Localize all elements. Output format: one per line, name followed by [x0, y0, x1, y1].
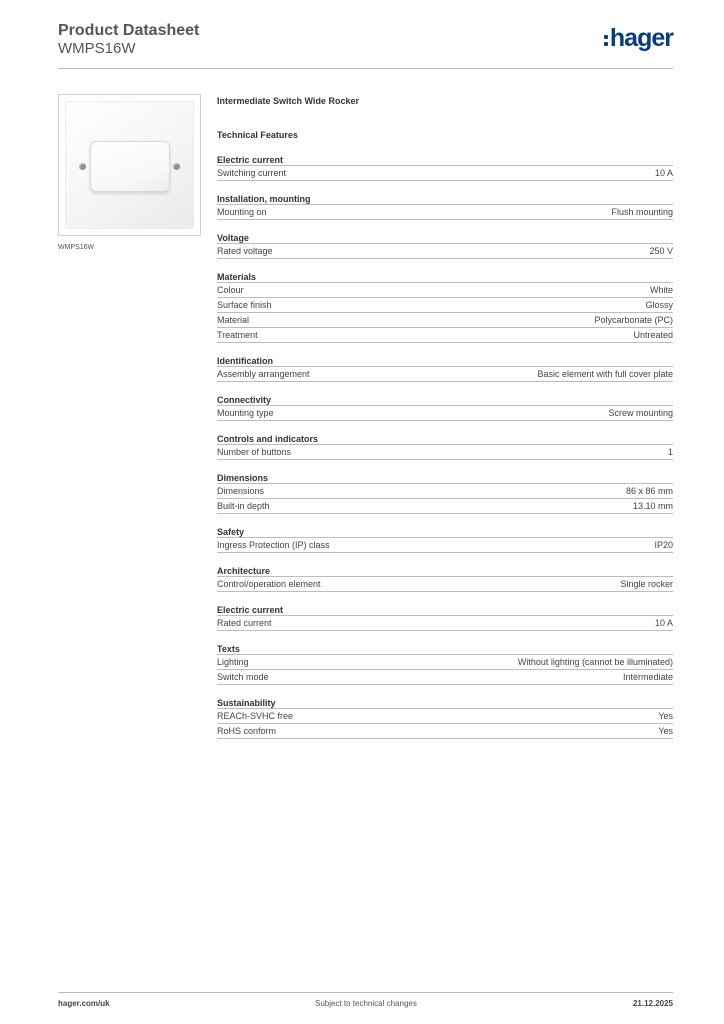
page-footer [58, 992, 673, 1016]
feature-label: RoHS conform [217, 726, 277, 736]
feature-label: Control/operation element [217, 579, 321, 589]
feature-section [217, 355, 673, 382]
section-title: Installation, mounting [217, 193, 673, 205]
feature-value: Intermediate [622, 672, 673, 682]
document-title: Product Datasheet [58, 22, 200, 39]
feature-label: Material [217, 315, 250, 325]
feature-row [217, 499, 673, 514]
feature-value: 10 A [654, 168, 673, 178]
feature-value: Basic element with full cover plate [537, 369, 673, 379]
section-title: Dimensions [217, 472, 673, 484]
section-title: Safety [217, 526, 673, 538]
feature-section [217, 154, 673, 181]
section-title: Electric current [217, 154, 673, 166]
feature-value: 250 V [649, 246, 673, 256]
feature-value: Single rocker [620, 579, 673, 589]
feature-label: Surface finish [217, 300, 272, 310]
section-title: Connectivity [217, 394, 673, 406]
section-title: Voltage [217, 232, 673, 244]
feature-value: Polycarbonate (PC) [594, 315, 673, 325]
feature-section [217, 433, 673, 460]
feature-label: Ingress Protection (IP) class [217, 540, 330, 550]
section-title: Materials [217, 271, 673, 283]
feature-row [217, 328, 673, 343]
feature-value: Screw mounting [608, 408, 673, 418]
feature-row [217, 283, 673, 298]
feature-row [217, 709, 673, 724]
technical-features-heading: Technical Features [217, 130, 298, 140]
feature-value: Without lighting (cannot be illuminated) [517, 657, 673, 667]
feature-label: Rated voltage [217, 246, 273, 256]
feature-value: Yes [658, 711, 673, 721]
feature-row [217, 313, 673, 328]
logo-dots-icon [604, 35, 608, 46]
section-title: Controls and indicators [217, 433, 673, 445]
feature-section [217, 193, 673, 220]
footer-date: 21.12.2025 [632, 999, 673, 1008]
rocker-switch-image [90, 141, 170, 192]
product-image [58, 94, 201, 236]
feature-label: Treatment [217, 330, 258, 340]
feature-label: Mounting on [217, 207, 267, 217]
section-title: Identification [217, 355, 673, 367]
hager-logo [604, 25, 673, 51]
feature-label: Mounting type [217, 408, 274, 418]
feature-sections [217, 154, 673, 739]
page-header [58, 21, 673, 69]
feature-label: Rated current [217, 618, 272, 628]
feature-label: Lighting [217, 657, 249, 667]
technical-content [217, 95, 673, 739]
feature-row [217, 244, 673, 259]
feature-value: 13.10 mm [632, 501, 673, 511]
product-code: WMPS16W [58, 40, 136, 57]
feature-value: 86 x 86 mm [625, 486, 673, 496]
feature-row [217, 484, 673, 499]
feature-section [217, 394, 673, 421]
feature-label: Number of buttons [217, 447, 292, 457]
feature-value: Glossy [645, 300, 673, 310]
feature-label: REACh-SVHC free [217, 711, 294, 721]
feature-section [217, 271, 673, 343]
feature-row [217, 406, 673, 421]
footer-notice: Subject to technical changes [315, 999, 417, 1008]
section-title: Architecture [217, 565, 673, 577]
feature-label: Colour [217, 285, 244, 295]
feature-section [217, 472, 673, 514]
section-title: Texts [217, 643, 673, 655]
feature-value: 10 A [654, 618, 673, 628]
feature-row [217, 577, 673, 592]
feature-row [217, 616, 673, 631]
feature-section [217, 526, 673, 553]
switch-plate-image [65, 101, 194, 229]
feature-section [217, 643, 673, 685]
feature-value: IP20 [654, 540, 673, 550]
feature-row [217, 205, 673, 220]
feature-row [217, 367, 673, 382]
feature-section [217, 697, 673, 739]
feature-value: Yes [658, 726, 673, 736]
feature-row [217, 298, 673, 313]
feature-label: Assembly arrangement [217, 369, 310, 379]
feature-row [217, 445, 673, 460]
feature-row [217, 538, 673, 553]
feature-row [217, 655, 673, 670]
feature-label: Switch mode [217, 672, 269, 682]
image-caption: WMPS16W [58, 244, 95, 251]
feature-value: Flush mounting [611, 207, 673, 217]
feature-value: 1 [667, 447, 673, 457]
feature-section [217, 604, 673, 631]
feature-row [217, 670, 673, 685]
feature-label: Built-in depth [217, 501, 270, 511]
feature-row [217, 166, 673, 181]
section-title: Electric current [217, 604, 673, 616]
feature-value: White [649, 285, 673, 295]
feature-row [217, 724, 673, 739]
footer-website: hager.com/uk [58, 999, 110, 1008]
feature-label: Dimensions [217, 486, 265, 496]
screw-icon [79, 163, 86, 170]
feature-section [217, 232, 673, 259]
feature-section [217, 565, 673, 592]
screw-icon [173, 163, 180, 170]
feature-value: Untreated [633, 330, 673, 340]
section-title: Sustainability [217, 697, 673, 709]
feature-label: Switching current [217, 168, 287, 178]
product-name: Intermediate Switch Wide Rocker [217, 96, 359, 106]
logo-text: hager [609, 24, 673, 52]
